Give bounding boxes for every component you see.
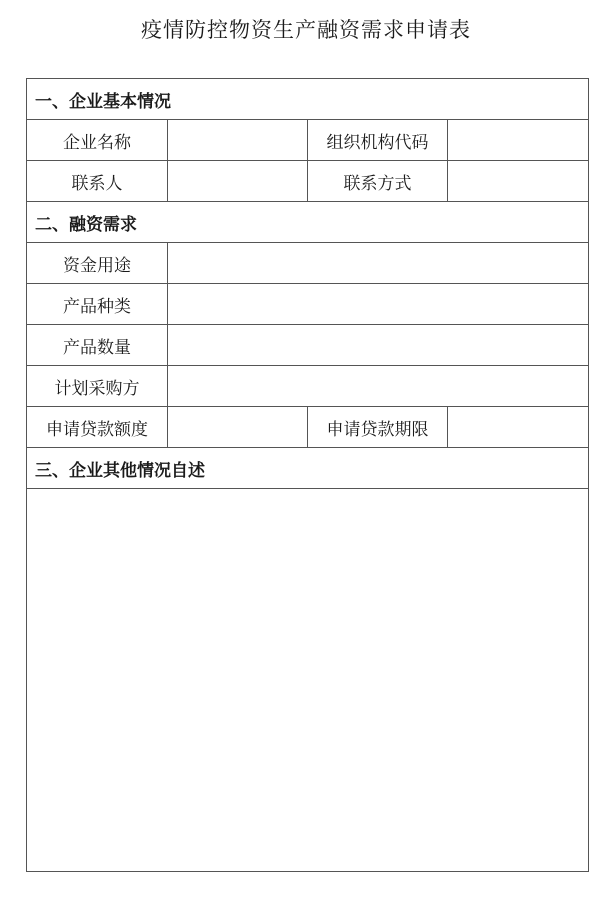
fund-purpose-label: 资金用途 <box>27 243 168 284</box>
org-code-label: 组织机构代码 <box>308 120 448 161</box>
product-type-field[interactable] <box>168 284 589 325</box>
section-other-info-row <box>27 448 589 489</box>
purchaser-label: 计划采购方 <box>27 366 168 407</box>
company-name-row <box>27 120 589 161</box>
contact-method-label: 联系方式 <box>308 161 448 202</box>
contact-person-field[interactable] <box>168 161 308 202</box>
form-title: 疫情防控物资生产融资需求申请表 <box>141 18 471 42</box>
fund-purpose-field[interactable] <box>168 243 589 284</box>
loan-term-field[interactable] <box>448 407 589 448</box>
contact-person-label: 联系人 <box>27 161 168 202</box>
org-code-field[interactable] <box>448 120 589 161</box>
purchaser-row <box>27 366 589 407</box>
other-info-row <box>27 489 589 872</box>
contact-method-field[interactable] <box>448 161 589 202</box>
loan-amount-label: 申请贷款额度 <box>27 407 168 448</box>
product-quantity-label: 产品数量 <box>27 325 168 366</box>
contact-row <box>27 161 589 202</box>
loan-row <box>27 407 589 448</box>
product-type-label: 产品种类 <box>27 284 168 325</box>
other-info-field[interactable] <box>27 489 589 872</box>
section-basic-info-row <box>27 79 589 120</box>
product-quantity-field[interactable] <box>168 325 589 366</box>
section-other-info-header: 三、企业其他情况自述 <box>27 448 589 489</box>
purchaser-field[interactable] <box>168 366 589 407</box>
section-financing-header: 二、融资需求 <box>27 202 589 243</box>
product-type-row <box>27 284 589 325</box>
company-name-field[interactable] <box>168 120 308 161</box>
section-financing-row <box>27 202 589 243</box>
loan-term-label: 申请贷款期限 <box>308 407 448 448</box>
product-quantity-row <box>27 325 589 366</box>
loan-amount-field[interactable] <box>168 407 308 448</box>
fund-purpose-row <box>27 243 589 284</box>
section-basic-info-header: 一、企业基本情况 <box>27 79 589 120</box>
application-form-table <box>26 78 589 872</box>
company-name-label: 企业名称 <box>27 120 168 161</box>
